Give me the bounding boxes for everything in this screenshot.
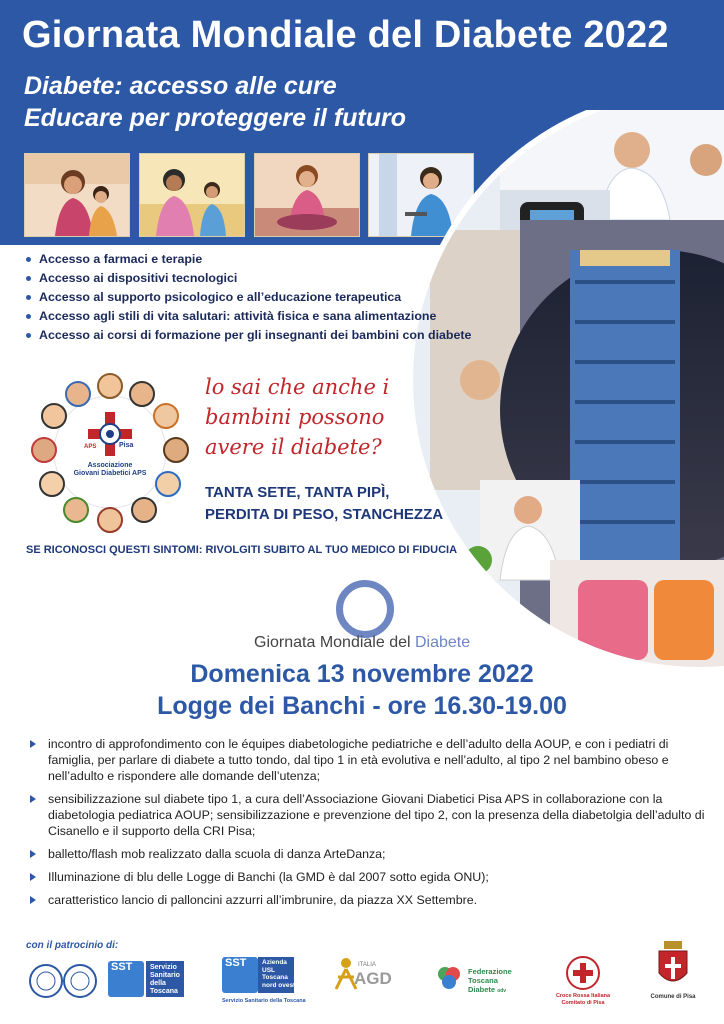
bullet-icon xyxy=(26,314,31,319)
subtitle-line-2: Educare per proteggere il futuro xyxy=(24,104,407,132)
program-list xyxy=(26,736,706,915)
bullet-icon xyxy=(26,257,31,262)
program-item: Illuminazione di blu delle Logge di Banchi (la GMD è dal 2007 sotto egida ONU); xyxy=(26,869,706,885)
cri-text: Croce Rossa Italiana Comitato di Pisa xyxy=(555,993,611,1006)
comune-di-pisa-logo xyxy=(648,955,698,1011)
question-line-3: avere il diabete? xyxy=(205,435,382,459)
university-seal-logo xyxy=(28,955,98,1011)
association-name xyxy=(62,462,158,478)
gmd-label-main: Giornata Mondiale del xyxy=(254,634,415,651)
symptoms-line-2: PERDITA DI PESO, STANCHEZZA xyxy=(205,506,444,523)
triangle-bullet-icon xyxy=(30,896,36,904)
patronage-label: con il patrocinio di: xyxy=(26,940,119,951)
access-item: Accesso al supporto psicologico e all’educazione terapeutica xyxy=(26,288,471,307)
warning-text: SE RICONOSCI QUESTI SINTOMI: RIVOLGITI SUBITO AL TUO MEDICO DI FIDUCIA xyxy=(26,544,458,556)
sst-logo xyxy=(108,955,184,1011)
usl-text: Azienda USL Toscana nord ovest xyxy=(262,959,296,989)
triangle-bullet-icon xyxy=(30,795,36,803)
triangle-bullet-icon xyxy=(30,740,36,748)
croce-rossa-logo xyxy=(548,955,618,1011)
children-diabetes-question xyxy=(205,372,455,462)
agd-italia-logo xyxy=(334,955,398,1011)
association-badge: APS xyxy=(84,444,97,450)
event-date: Domenica 13 novembre 2022 xyxy=(190,660,534,688)
gmd-label xyxy=(254,634,470,652)
association-city: Pisa xyxy=(119,442,134,449)
agd-mark: AGD xyxy=(354,969,392,988)
bullet-icon xyxy=(26,276,31,281)
access-item: Accesso ai dispositivi tecnologici xyxy=(26,269,471,288)
access-list xyxy=(26,250,471,345)
access-item: Accesso ai corsi di formazione per gli insegnanti dei bambini con diabete xyxy=(26,326,471,345)
symptoms-line-1: TANTA SETE, TANTA PIPÌ, xyxy=(205,484,390,501)
federazione-toscana-diabete-logo xyxy=(436,955,520,1011)
sst-text: Servizio Sanitario della Toscana xyxy=(150,964,180,995)
access-item: Accesso a farmaci e terapie xyxy=(26,250,471,269)
event-place: Logge dei Banchi - ore 16.30-19.00 xyxy=(157,692,567,720)
comune-label: Comune di Pisa xyxy=(650,994,696,1000)
bullet-icon xyxy=(26,295,31,300)
ftd-text: Federazione Toscana Diabete odv xyxy=(468,967,512,994)
usl-logo xyxy=(222,955,320,1011)
usl-footer: Servizio Sanitario della Toscana xyxy=(222,998,306,1004)
program-item: balletto/flash mob realizzato dalla scuola di danza ArteDanza; xyxy=(26,846,706,862)
program-item: incontro di approfondimento con le équipes diabetologiche pediatriche e dell’adulto della AOUP, e con i pediatri di famiglia, per parlare di diabete a tutto tondo, dal tipo 1 in età evolutiva e nell’adulto, al tipo 2 nel bambino obeso e nell’adulto e rispondere alle domande dell’utenza; xyxy=(26,736,706,784)
question-line-2: bambini possono xyxy=(205,405,385,429)
sst-mark: SST xyxy=(111,961,133,973)
question-line-1: lo sai che anche i xyxy=(205,375,390,399)
triangle-bullet-icon xyxy=(30,850,36,858)
association-logo xyxy=(28,370,192,534)
page-title: Giornata Mondiale del Diabete 2022 xyxy=(22,14,669,56)
triangle-bullet-icon xyxy=(30,873,36,881)
illustration-family-care xyxy=(254,153,360,237)
agd-top: ITALIA xyxy=(358,962,376,968)
subtitle-line-1: Diabete: accesso alle cure xyxy=(24,72,337,100)
association-name-line-1: Associazione xyxy=(87,462,133,469)
program-item: sensibilizzazione sul diabete tipo 1, a cura dell’Associazione Giovani Diabetici Pisa APS in collaborazione con la diabetologia pediatrica AOUP; sensibilizzazione e prevenzione del tipo 2, con la presenza della diabetolgia dell’adulto di Cisanello e il supporto della CRI Pisa; xyxy=(26,791,706,839)
access-item: Accesso agli stili di vita salutari: attività fisica e sana alimentazione xyxy=(26,307,471,326)
illustration-doctor-visit xyxy=(139,153,245,237)
symptoms-text xyxy=(205,482,465,526)
usl-mark: SST xyxy=(225,957,247,969)
illustration-mother-child xyxy=(24,153,130,237)
program-item: caratteristico lancio di palloncini azzurri all’imbrunire, da piazza XX Settembre. xyxy=(26,892,706,908)
gmd-label-accent: Diabete xyxy=(414,634,471,651)
bullet-icon xyxy=(26,333,31,338)
association-name-line-2: Giovani Diabetici APS xyxy=(73,470,147,477)
gmd-circle-icon xyxy=(336,580,394,638)
